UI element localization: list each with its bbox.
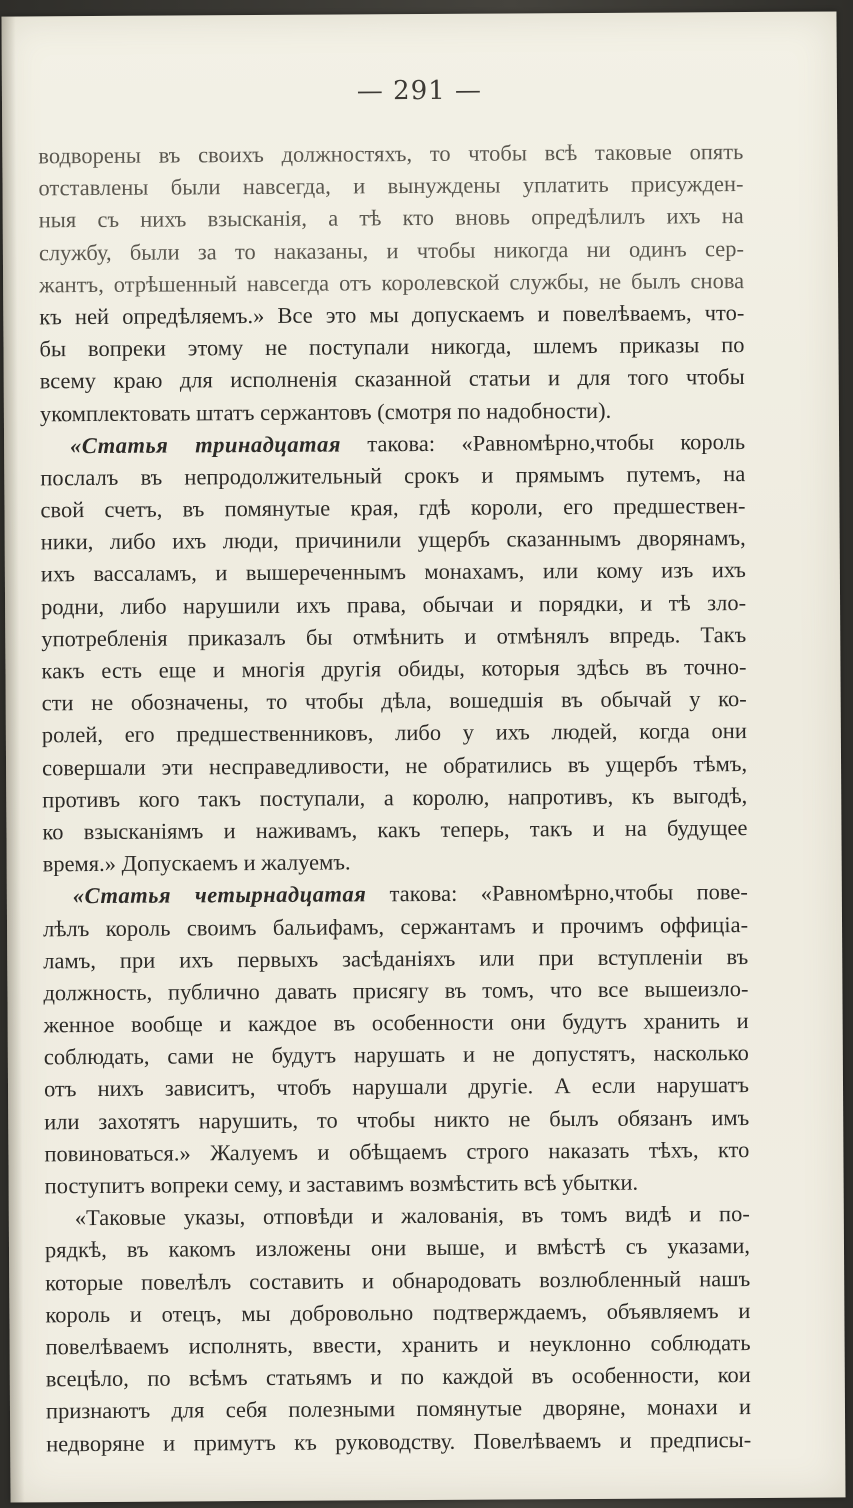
text-line: рядкѣ, въ какомъ изложены они выше, и вмѣстѣ съ указами,	[44, 1233, 751, 1263]
text-line: сти не обозначены, то чтобы дѣла, вошедшія въ обычай у ко-	[41, 686, 747, 716]
page-text	[38, 136, 751, 1460]
text-line: бы вопреки этому не поступали никогда, шлемъ приказы по	[39, 332, 745, 362]
text-line: всему краю для исполненія сказанной статьи и для того чтобы	[39, 364, 745, 394]
text-line: соблюдать, сами не будутъ нарушать и не допустятъ, насколько	[43, 1040, 749, 1070]
article-heading-line	[43, 876, 748, 912]
text-line: свой счетъ, въ помянутые края, гдѣ короли, его предшествен-	[40, 493, 746, 523]
text-line: совершали эти несправедливости, не обратились въ ущербъ тѣмъ,	[41, 750, 748, 780]
text-line: противъ кого такъ поступали, а королю, напротивъ, къ выгодѣ,	[42, 782, 748, 813]
text-line: ко взысканіямъ и наживамъ, какъ теперь, такъ и на будущее	[42, 814, 748, 845]
text-line: жантъ, отрѣшенный навсегда отъ королевской службы, не былъ снова	[39, 267, 745, 298]
text-line: король и отецъ, мы добровольно подтверждаемъ, объявляемъ и	[45, 1297, 751, 1328]
text-line: употребленія приказалъ бы отмѣнить и отмѣнялъ впредь. Такъ	[41, 621, 747, 652]
text-line: водворены въ своихъ должностяхъ, то чтобы всѣ таковые опять	[38, 139, 744, 169]
text-line: какъ есть еще и многія другія обиды, которыя здѣсь въ точно-	[41, 654, 747, 684]
article-13-title: «Статья тринадцатая	[70, 431, 342, 458]
text-line: должность, публично давать присягу въ томъ, что все вышеизло-	[43, 975, 749, 1006]
text-line: отставлены были навсегда, и вынуждены уплатить присужден-	[38, 171, 744, 201]
text-line: лѣлъ король своимъ бальифамъ, сержантамъ и прочимъ оффиціа-	[42, 911, 749, 941]
text-line: признаютъ для себя полезными помянутые дворяне, монахи и	[45, 1394, 752, 1424]
text-line: повелѣваемъ исполнять, ввести, хранить и неуклонно соблюдать	[45, 1329, 751, 1360]
text-line: повиноваться.» Жалуемъ и обѣщаемъ строго наказать тѣхъ, кто	[44, 1136, 750, 1167]
text-line: или захотятъ нарушить, то чтобы никто не былъ обязанъ имъ	[44, 1104, 750, 1134]
text-line: всецѣло, по всѣмъ статьямъ и по каждой въ особенности, кои	[45, 1362, 751, 1392]
text-line: ныя съ нихъ взысканія, а тѣ кто вновь опредѣлилъ ихъ на	[38, 203, 744, 233]
book-page	[1, 11, 845, 1502]
article-14-intro: такова: «Равномѣрно,чтобы пове-	[366, 879, 748, 907]
text-line: ролей, его предшественниковъ, либо у ихъ людей, когда они	[41, 718, 747, 748]
article-14-title: «Статья четырнадцатая	[72, 881, 367, 909]
text-line: отъ нихъ зависитъ, чтобъ нарушали другіе. А если нарушатъ	[43, 1072, 750, 1102]
page-number: — 291 —	[356, 75, 483, 107]
text-line: ламъ, при ихъ первыхъ засѣданіяхъ или при вступленіи въ	[43, 943, 749, 974]
text-line: ихъ вассаламъ, и вышереченнымъ монахамъ, или кому изъ ихъ	[40, 557, 746, 587]
text-line: «Таковые указы, отповѣди и жалованія, въ томъ видѣ и по-	[74, 1201, 750, 1231]
text-line: поступитъ вопреки сему, и заставимъ возмѣстить всѣ убытки.	[44, 1169, 639, 1199]
text-line: укомплектовать штатъ сержантовъ (смотря по надобности).	[39, 397, 612, 426]
text-line: недворяне и примутъ къ руководству. Повелѣваемъ и предписы-	[46, 1426, 752, 1456]
text-line: службу, были за то наказаны, и чтобы никогда ни одинъ сер-	[38, 235, 744, 265]
text-line: послалъ въ непродолжительный срокъ и прямымъ путемъ, на	[40, 460, 746, 491]
text-line: ники, либо ихъ люди, причинили ущербъ сказаннымъ дворянамъ,	[40, 525, 746, 555]
text-line: женное вообще и каждое въ особенности они будутъ хранить и	[43, 1008, 749, 1038]
article-heading-line	[40, 426, 745, 462]
text-line: которые повелѣлъ составить и обнародовать возлюбленный нашъ	[45, 1265, 751, 1295]
page-curl-shadow	[1, 16, 24, 1502]
article-13-intro: такова: «Равномѣрно,чтобы король	[340, 428, 746, 457]
text-line: время.» Допускаемъ и жалуемъ.	[42, 849, 351, 877]
text-line: къ ней опредѣляемъ.» Все это мы допускаемъ и повелѣваемъ, что-	[39, 299, 745, 330]
text-line: родни, либо нарушили ихъ права, обычаи и порядки, и тѣ зло-	[40, 589, 747, 619]
